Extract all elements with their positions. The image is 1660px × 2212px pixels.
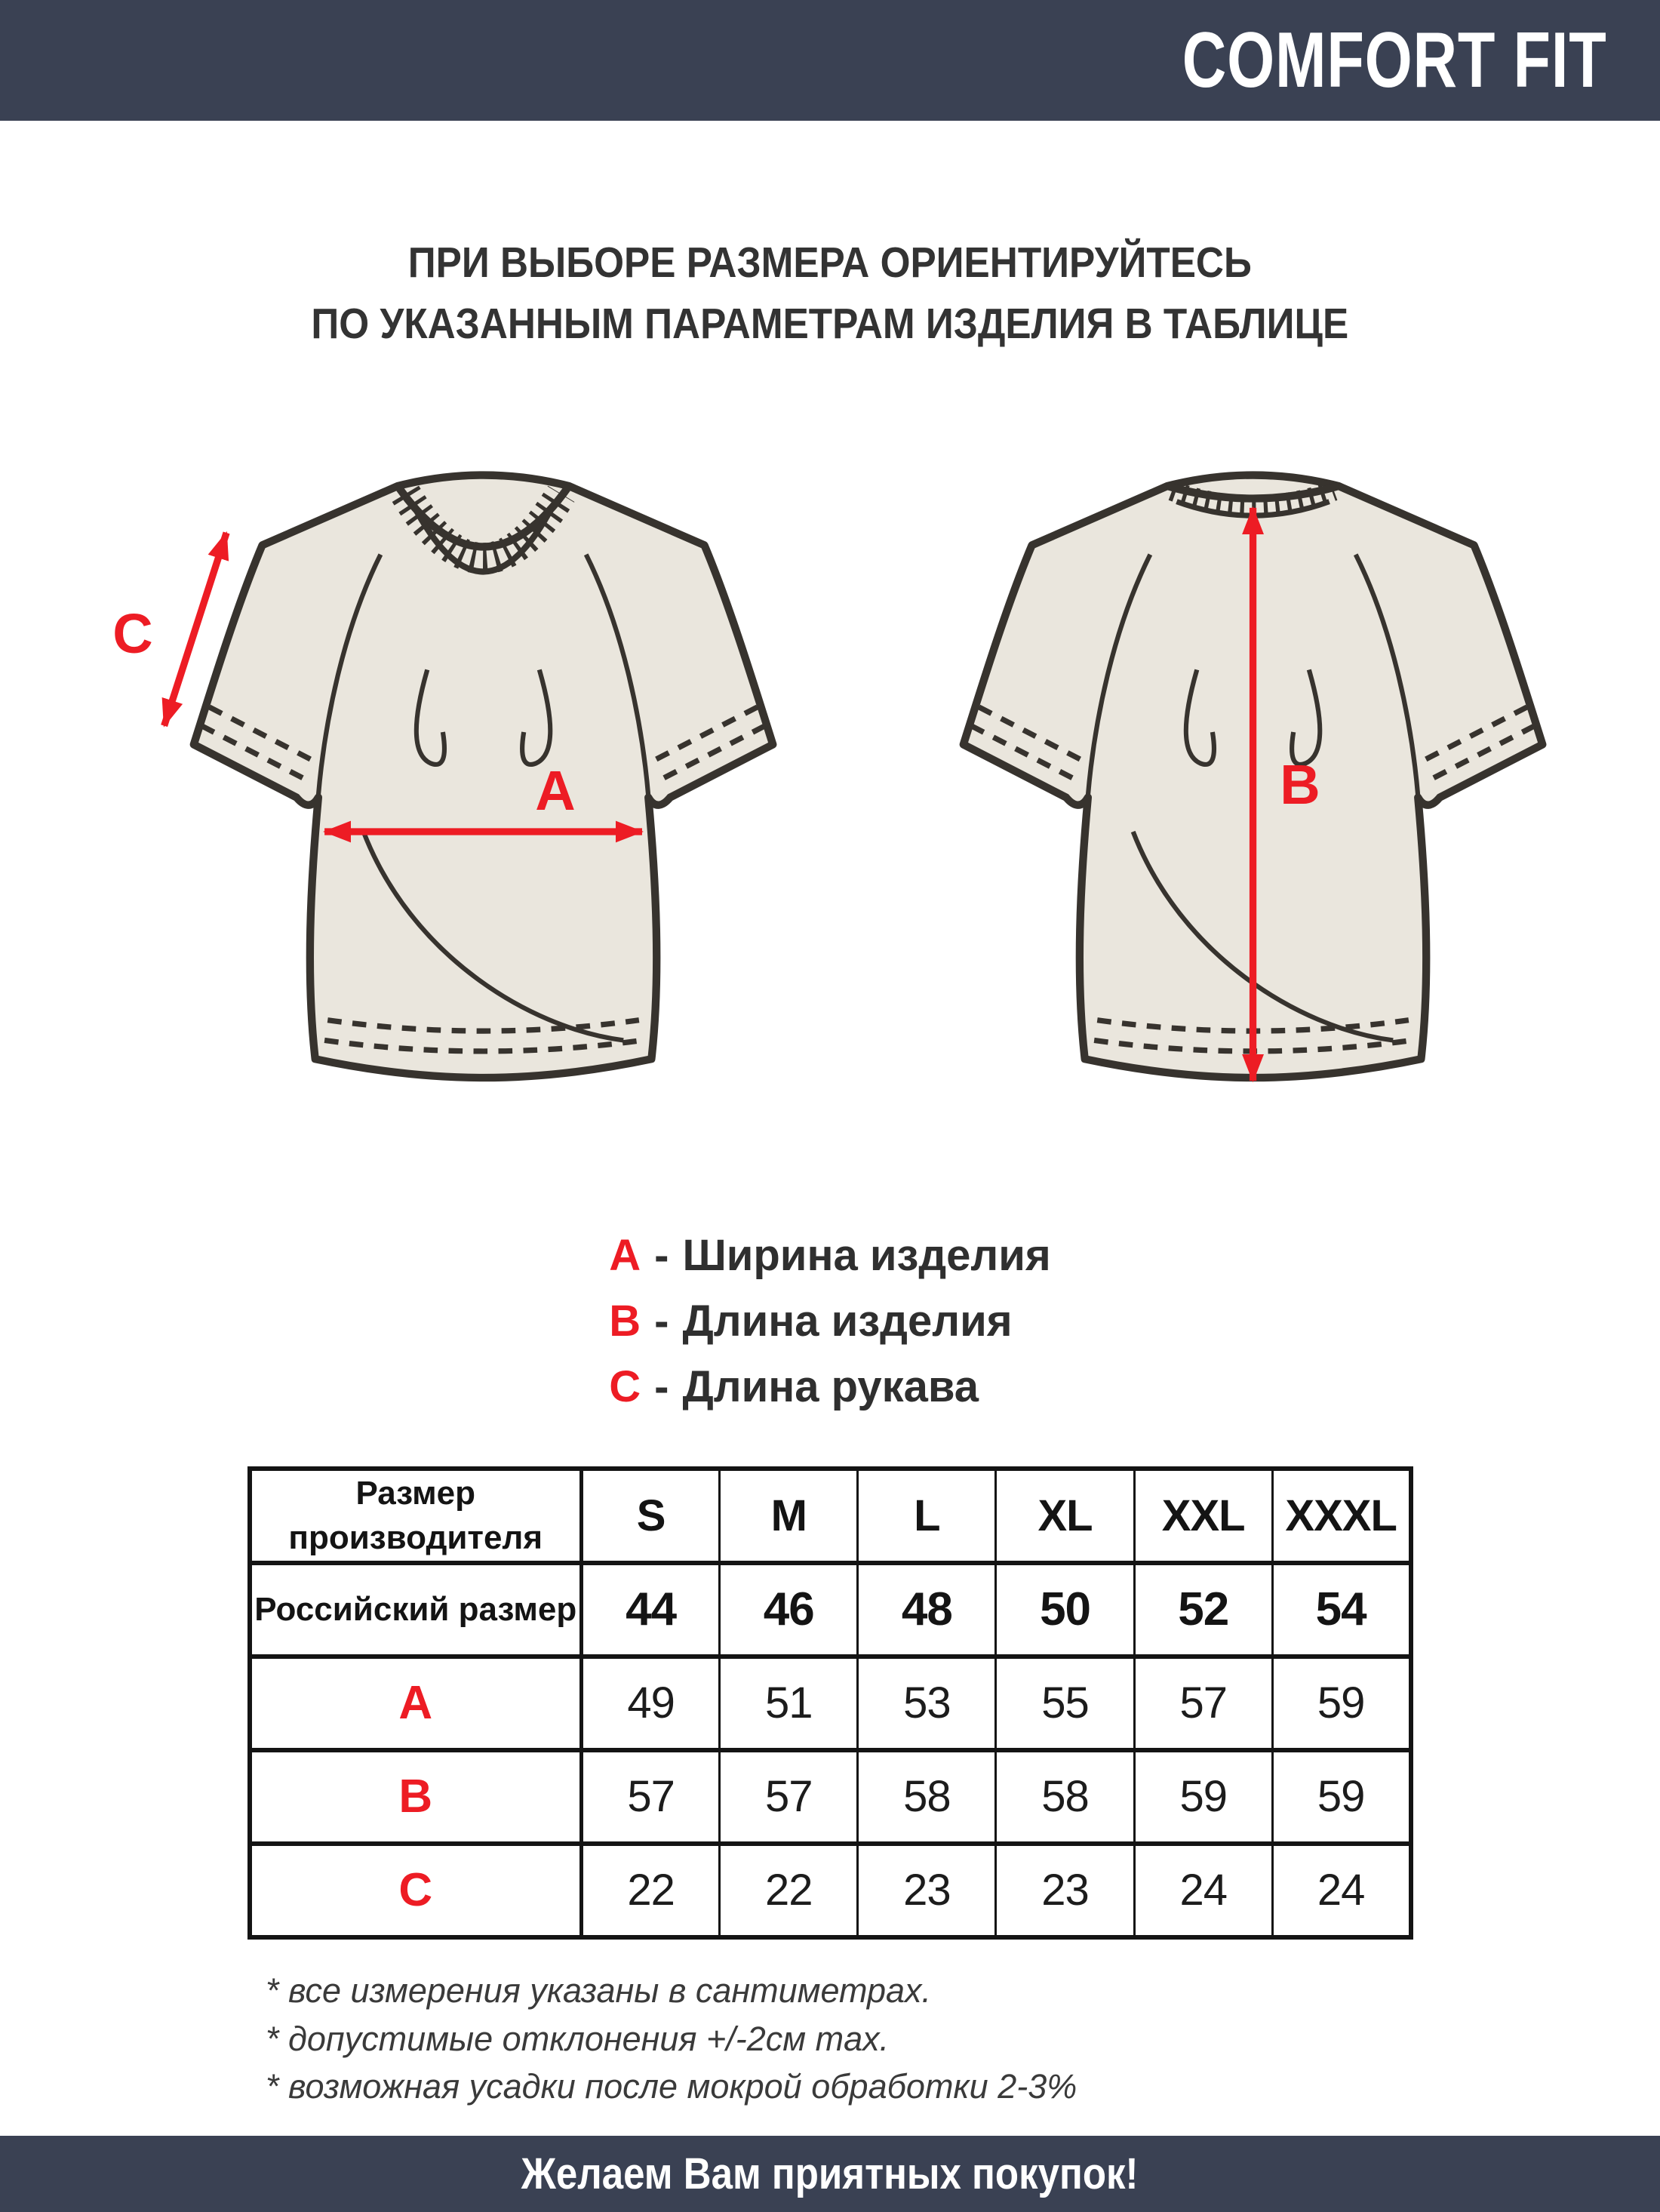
- size-cell: 23: [996, 1844, 1134, 1937]
- size-cell: 53: [858, 1657, 996, 1750]
- size-cell: 52: [1134, 1563, 1272, 1657]
- table-row-width-a: [250, 1657, 1411, 1750]
- size-cell: 24: [1134, 1844, 1272, 1937]
- col-header-xxxl: XXXL: [1285, 1491, 1397, 1540]
- size-cell: 49: [582, 1657, 720, 1750]
- legend-key-c: C: [609, 1361, 641, 1411]
- footnote-line: * возможная усадки после мокрой обработки 2-3%: [266, 2067, 1077, 2106]
- intro-heading: [0, 232, 1660, 355]
- col-header-xxl: XXL: [1134, 1469, 1272, 1563]
- size-cell: 48: [858, 1563, 996, 1657]
- row-label-c: C: [250, 1844, 582, 1937]
- size-cell: 57: [1134, 1657, 1272, 1750]
- legend-key-a: A: [609, 1230, 641, 1280]
- size-cell: 57: [582, 1750, 720, 1844]
- size-cell: 22: [720, 1844, 858, 1937]
- footnote-line: * допустимые отклонения +/-2см max.: [266, 2019, 890, 2058]
- brand-title: COMFORT FIT: [1182, 16, 1607, 104]
- legend-row-length: [609, 1288, 1051, 1354]
- legend-dash: -: [654, 1230, 669, 1280]
- size-cell: 59: [1317, 1772, 1365, 1822]
- table-row-russian-size: [250, 1563, 1411, 1657]
- col-header-s: S: [582, 1469, 720, 1563]
- table-header-row: [250, 1469, 1411, 1563]
- legend-key-b: B: [609, 1296, 641, 1346]
- size-cell: 23: [858, 1844, 996, 1937]
- header-bar: [0, 0, 1660, 121]
- size-cell: 44: [582, 1563, 720, 1657]
- size-cell: 46: [720, 1563, 858, 1657]
- back-shirt-diagram: [845, 439, 1585, 1124]
- legend-label-a: Ширина изделия: [682, 1230, 1051, 1280]
- col-header-m: M: [720, 1469, 858, 1563]
- measurement-label-c: C: [112, 601, 153, 665]
- legend-label-b: Длина изделия: [682, 1296, 1013, 1346]
- front-shirt-diagram: [75, 439, 815, 1124]
- size-cell: 58: [858, 1750, 996, 1844]
- legend-row-sleeve: [609, 1354, 1051, 1420]
- footnote-line: * все измерения указаны в сантиметрах.: [266, 1970, 932, 2010]
- legend-label-c: Длина рукава: [682, 1361, 979, 1411]
- intro-line-2: ПО УКАЗАННЫМ ПАРАМЕТРАМ ИЗДЕЛИЯ В ТАБЛИЦЕ: [311, 299, 1349, 348]
- size-cell: 59: [1134, 1750, 1272, 1844]
- col-header-xl: XL: [996, 1469, 1134, 1563]
- legend-dash: -: [654, 1361, 669, 1411]
- size-table: [247, 1466, 1413, 1940]
- footnotes-block: [266, 1967, 1660, 2112]
- measurement-label-b: B: [1280, 752, 1320, 816]
- table-row-sleeve-c: [250, 1844, 1411, 1937]
- row-label-a: A: [250, 1657, 582, 1750]
- table-row-length-b: [250, 1750, 1411, 1844]
- footer-message: Желаем Вам приятных покупок!: [521, 2149, 1139, 2198]
- size-cell: 58: [996, 1750, 1134, 1844]
- intro-line-1: ПРИ ВЫБОРЕ РАЗМЕРА ОРИЕНТИРУЙТЕСЬ: [407, 238, 1253, 287]
- size-cell: 54: [1315, 1583, 1366, 1636]
- size-cell: 51: [720, 1657, 858, 1750]
- size-cell: 50: [996, 1563, 1134, 1657]
- legend-dash: -: [654, 1296, 669, 1346]
- measurement-label-a: A: [535, 758, 576, 822]
- row-label-b: B: [250, 1750, 582, 1844]
- measurements-legend: [609, 1223, 1051, 1420]
- size-cell: 22: [582, 1844, 720, 1937]
- col-header-l: L: [858, 1469, 996, 1563]
- row-label-russian-size: Российский размер: [250, 1563, 582, 1657]
- col-header-manufacturer: Размер производителя: [250, 1469, 582, 1563]
- size-cell: 24: [1317, 1866, 1365, 1915]
- size-cell: 59: [1317, 1678, 1365, 1728]
- figures-panel: [0, 439, 1660, 1124]
- size-cell: 55: [996, 1657, 1134, 1750]
- size-cell: 57: [720, 1750, 858, 1844]
- legend-row-width: [609, 1223, 1051, 1288]
- footer-bar: [0, 2136, 1660, 2212]
